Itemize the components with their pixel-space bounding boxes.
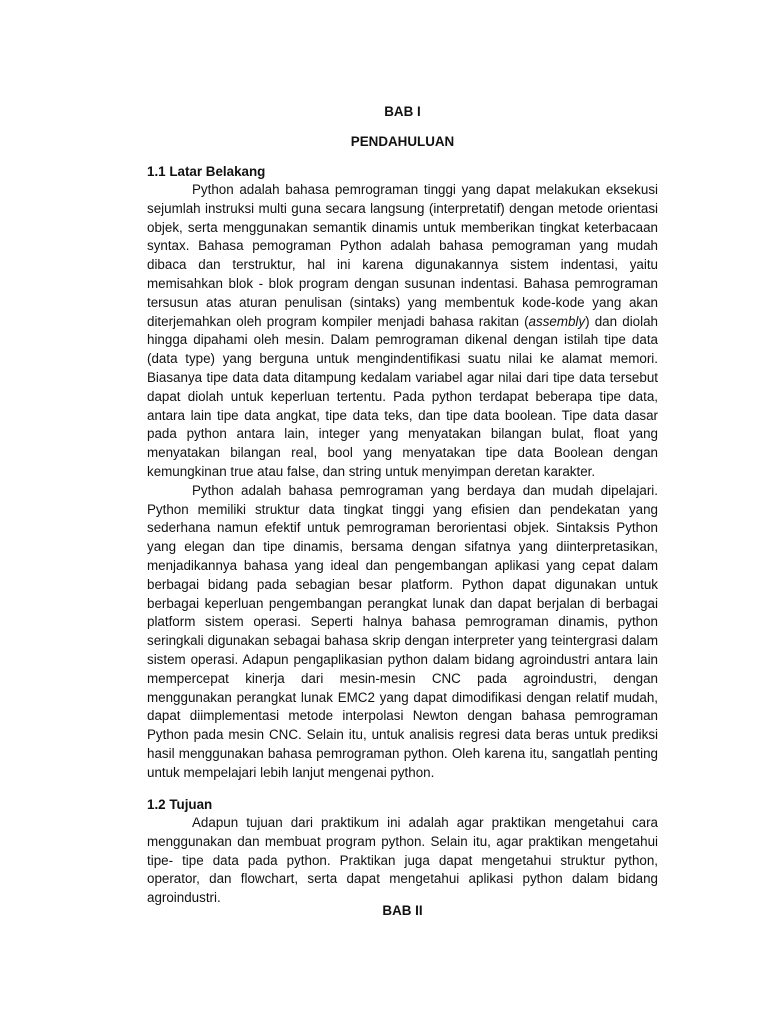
section-body-tujuan	[147, 814, 658, 908]
paragraph-text: ) dan diolah hingga dipahami oleh mesin. Dalam pemrograman dikenal dengan istilah tipe data (data type) yang berguna untuk mengindentifikasi suatu nilai ke alamat memori. Biasanya tipe data data ditampung kedalam variabel agar nilai dari tipe data tersebut dapat diolah untuk keperluan tertentu. Pada python terdapat beberapa tipe data, antara lain tipe data angkat, tipe data teks, dan tipe data boolean. Tipe data dasar pada python antara lain, integer yang menyatakan bilangan bulat, float yang menyatakan bilangan real, bool yang menyatakan tipe data Boolean dengan kemungkinan true atau false, dan string untuk menyimpan deretan karakter.	[147, 313, 658, 479]
section-body-latar-belakang	[147, 181, 658, 783]
paragraph: Python adalah bahasa pemrograman yang berdaya dan mudah dipelajari. Python memiliki struktur data tingkat tinggi yang efisien dan pendekatan yang sederhana namun efektif untuk pemrograman berorientasi objek. Sintaksis Python yang elegan dan tipe dinamis, bersama dengan sifatnya yang diinterpretasikan, menjadikannya bahasa yang ideal dan pengembangan aplikasi yang cepat dalam berbagai bidang pada sebagian besar platform. Python dapat digunakan untuk berbagai keperluan pengembangan perangkat lunak dan dapat berjalan di berbagai platform sistem operasi. Seperti halnya bahasa pemrograman dinamis, python seringkali digunakan sebagai bahasa skrip dengan interpreter yang teintergrasi dalam sistem operasi. Adapun pengaplikasian python dalam bidang agroindustri antara lain mempercepat kinerja dari mesin-mesin CNC pada agroindustri, dengan menggunakan perangkat lunak EMC2 yang dapat dimodifikasi dengan relatif mudah, dapat diimplementasi metode interpolasi Newton dengan bahasa pemrograman Python pada mesin CNC. Selain itu, untuk analisis regresi data beras untuk prediksi hasil menggunakan bahasa pemrograman python. Oleh karena itu, sangatlah penting untuk mempelajari lebih lanjut mengenai python.	[147, 482, 658, 780]
paragraph-text: Python adalah bahasa pemrograman tinggi yang dapat melakukan eksekusi sejumlah instruksi multi guna secara langsung (interpretatif) dengan metode orientasi objek, serta menggunakan semantik dinamis untuk memberikan tingkat keterbacaan syntax. Bahasa pemograman Python adalah bahasa pemograman yang mudah dibaca dan terstruktur, hal ini karena digunakannya sistem indentasi, yaitu memisahkan blok - blok program dengan susunan indentasi. Bahasa pemrograman tersusun atas aturan penulisan (sintaks) yang membentuk kode-kode yang akan diterjemahkan oleh program kompiler menjadi bahasa rakitan (	[147, 182, 658, 329]
section-heading-tujuan: 1.2 Tujuan	[147, 797, 213, 812]
next-chapter-label: BAB II	[382, 903, 423, 918]
section-heading-latar-belakang: 1.1 Latar Belakang	[147, 164, 266, 179]
chapter-label: BAB I	[384, 104, 421, 119]
paragraph: Adapun tujuan dari praktikum ini adalah agar praktikan mengetahui cara menggunakan dan membuat program python. Selain itu, agar praktikan mengetahui tipe- tipe data pada python. Praktikan juga dapat mengetahui struktur python, operator, dan flowchart, serta dapat mengetahui aplikasi python dalam bidang agroindustri.	[147, 815, 658, 906]
chapter-title: PENDAHULUAN	[350, 134, 455, 149]
italic-term: assembly	[528, 313, 586, 329]
paragraph	[147, 181, 658, 482]
